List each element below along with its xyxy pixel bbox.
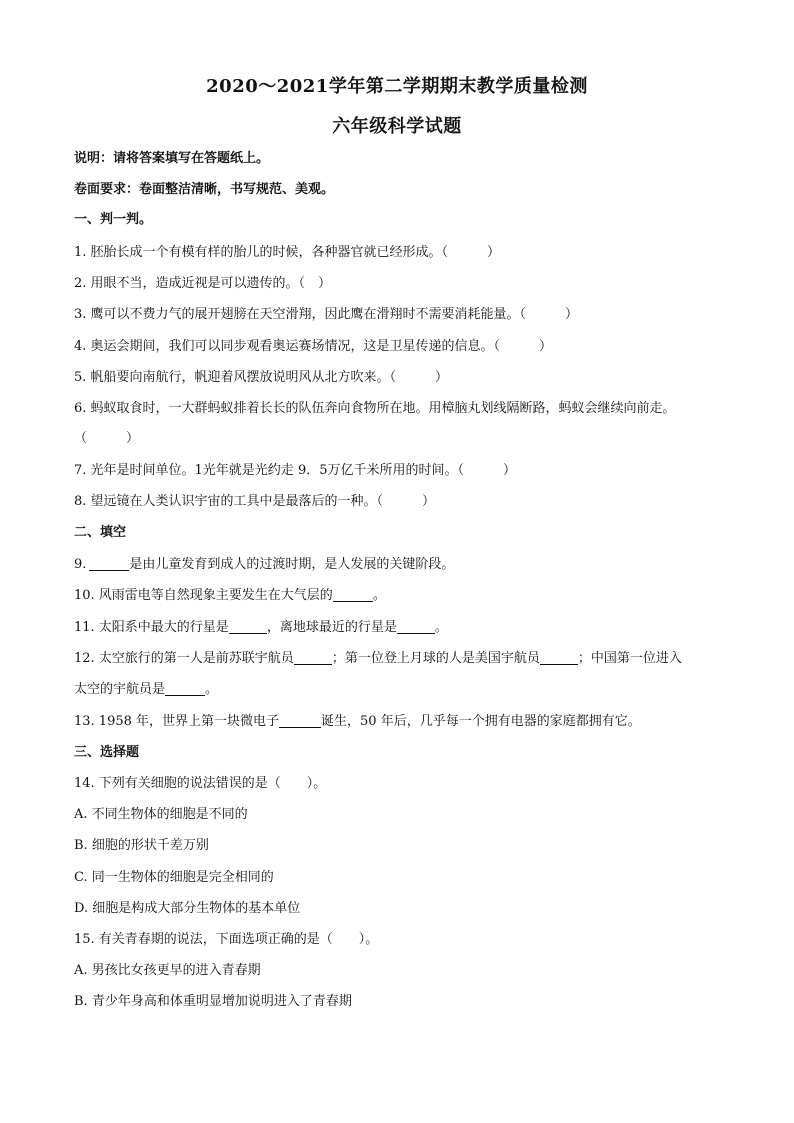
exam-subtitle: 六年级科学试题 <box>332 116 462 137</box>
q13-end: 诞生，50 年后，几乎每一个拥有电器的家庭都拥有它。 <box>321 714 641 729</box>
judge-question-8: 8. 望远镜在人类认识宇宙的工具中是最落后的一种。（ ） <box>74 494 436 509</box>
judge-question-2: 2. 用眼不当，造成近视是可以遗传的。（ ） <box>74 276 332 291</box>
q11-end: 。 <box>434 620 448 635</box>
q15-option-a: A. 男孩比女孩更早的进入青春期 <box>74 963 261 978</box>
q12-answer-blank-2[interactable] <box>540 650 578 665</box>
exam-title: 2020～2021学年第二学期期末教学质量检测 <box>206 76 588 97</box>
judge-question-7: 7. 光年是时间单位。1光年就是光约走 9．5万亿千米所用的时间。（ ） <box>74 463 516 478</box>
q14-option-c: C. 同一生物体的细胞是完全相同的 <box>74 870 274 885</box>
judge-question-5: 5. 帆船要向南航行，帆迎着风摆放说明风从北方吹来。（ ） <box>74 370 449 385</box>
q11-mid: ，离地球最近的行星是 <box>266 620 397 635</box>
q10-text: 10. 风雨雷电等自然现象主要发生在大气层的 <box>74 588 333 603</box>
q14-option-d: D. 细胞是构成大部分生物体的基本单位 <box>74 901 301 916</box>
q12-text: 12. 太空旅行的第一人是前苏联宇航员 <box>74 651 294 666</box>
choice-question-15: 15. 有关青春期的说法，下面选项正确的是（ ）。 <box>74 932 379 947</box>
q11-text: 11. 太阳系中最大的行星是 <box>74 620 229 635</box>
q14-option-b: B. 细胞的形状千差万别 <box>74 838 209 853</box>
choice-question-14: 14. 下列有关细胞的说法错误的是（ ）。 <box>74 776 327 791</box>
requirement-note: 卷面要求：卷面整洁清晰，书写规范、美观。 <box>74 182 335 197</box>
q11-answer-blank-2[interactable] <box>397 619 435 634</box>
q10-answer-blank[interactable] <box>333 587 373 602</box>
q12-end: 。 <box>205 682 219 697</box>
q13-text: 13. 1958 年，世界上第一块微电子 <box>74 714 280 729</box>
judge-question-3: 3. 鹰可以不费力气的展开翅膀在天空滑翔，因此鹰在滑翔时不需要消耗能量。（ ） <box>74 307 579 322</box>
q9-prefix: 9. <box>74 557 87 572</box>
fill-question-12 <box>74 650 734 668</box>
fill-question-11 <box>74 619 734 637</box>
judge-question-6-bracket: （ ） <box>74 431 140 446</box>
q9-answer-blank[interactable] <box>89 556 129 571</box>
q12-answer-blank-1[interactable] <box>294 650 332 665</box>
section-heading-fill: 二、填空 <box>74 525 127 540</box>
fill-question-12-cont <box>74 681 734 699</box>
q14-option-a: A. 不同生物体的细胞是不同的 <box>74 807 248 822</box>
judge-question-1: 1. 胚胎长成一个有模有样的胎儿的时候，各种器官就已经形成。（ ） <box>74 245 501 260</box>
judge-question-4: 4. 奥运会期间，我们可以同步观看奥运赛场情况，这是卫星传递的信息。（ ） <box>74 339 553 354</box>
q13-answer-blank[interactable] <box>279 713 321 728</box>
q12-mid2: ；中国第一位进入 <box>577 651 682 666</box>
q9-text: 是由儿童发育到成人的过渡时期，是人发展的关键阶段。 <box>129 557 455 572</box>
q15-option-b: B. 青少年身高和体重明显增加说明进入了青春期 <box>74 994 352 1009</box>
q12-answer-blank-3[interactable] <box>165 681 205 696</box>
fill-question-10 <box>74 587 734 605</box>
judge-question-6: 6. 蚂蚁取食时，一大群蚂蚁排着长长的队伍奔向食物所在地。用樟脑丸划线隔断路，蚂蚁会继续向前走。 <box>74 401 676 416</box>
fill-question-9 <box>74 556 734 574</box>
section-heading-choice: 三、选择题 <box>74 745 140 760</box>
q12-mid1: ；第一位登上月球的人是美国宇航员 <box>331 651 540 666</box>
q10-end: 。 <box>372 588 386 603</box>
q12-line2: 太空的宇航员是 <box>74 682 166 697</box>
fill-question-13 <box>74 713 734 731</box>
instruction-note: 说明：请将答案填写在答题纸上。 <box>74 151 270 166</box>
q11-answer-blank-1[interactable] <box>229 619 267 634</box>
section-heading-judge: 一、判一判。 <box>74 212 153 227</box>
